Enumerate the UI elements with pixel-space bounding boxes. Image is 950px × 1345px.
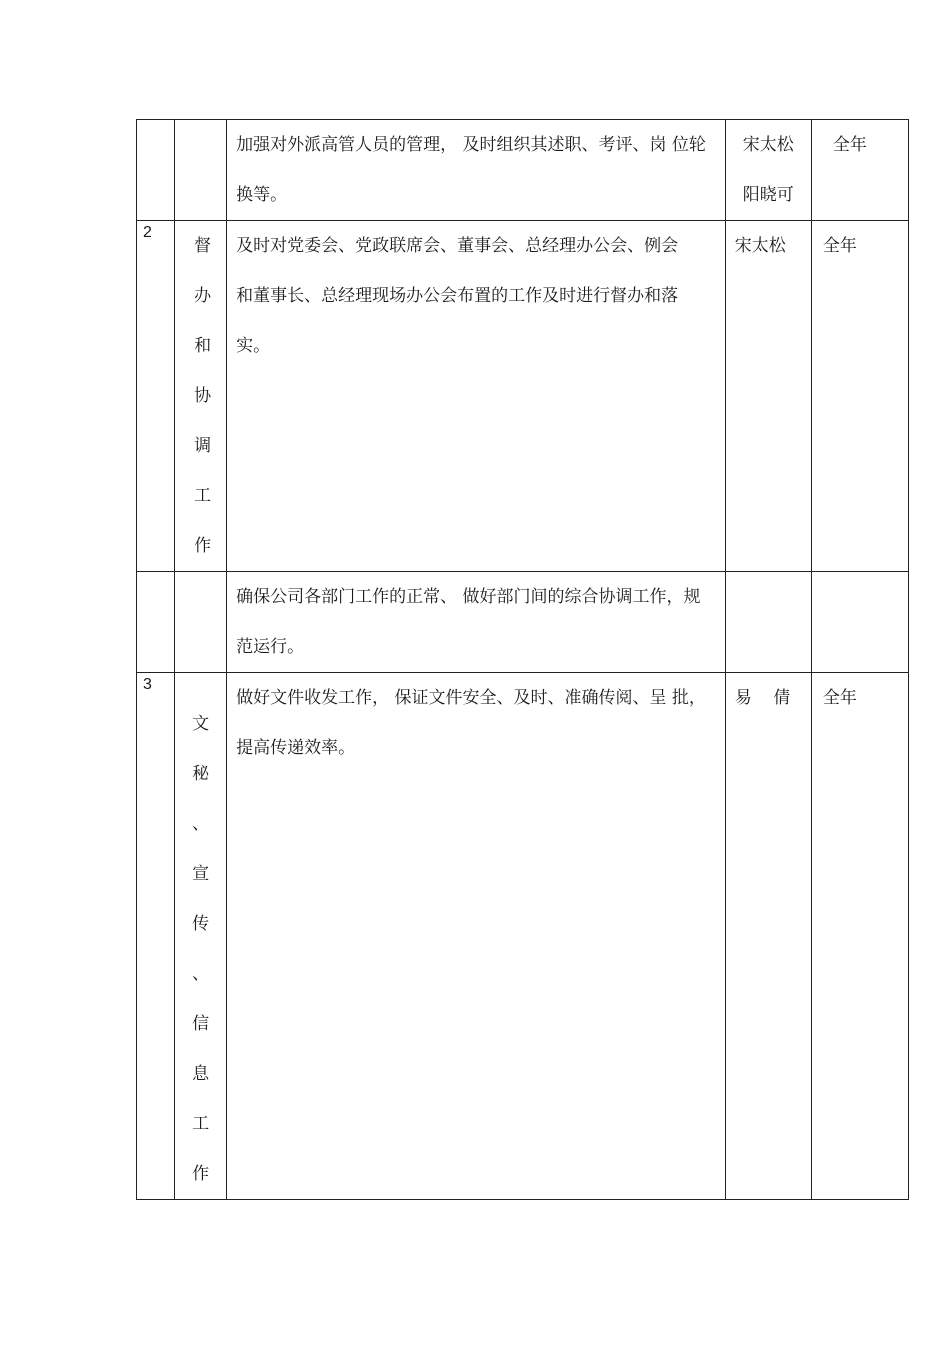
task-description: 确保公司各部门工作的正常、 做好部门间的综合协调工作，规范运行。 [236,587,701,657]
row-number-cell [137,673,175,1200]
work-plan-table [136,119,909,1200]
time-cell [811,572,908,673]
responsible-person: 宋太松 阳晓可 [742,135,794,205]
category-cell [175,673,227,1200]
category-label: 文 秘 、 宣 传 、 信 息 工 作 [192,714,210,1184]
table-row [137,221,909,572]
task-description: 加强对外派高管人员的管理， 及时组织其述职、考评、岗 位轮换等。 [236,135,706,205]
person-cell [725,120,811,221]
time-frame: 全年 [822,688,857,708]
responsible-person: 易 倩 [734,688,791,708]
description-cell [227,572,726,673]
time-cell [811,221,908,572]
table-row [137,673,909,1200]
table-row [137,120,909,221]
category-cell [175,221,227,572]
row-number: 2 [143,224,152,241]
person-cell [725,572,811,673]
table-row [137,572,909,673]
row-number-cell [137,120,175,221]
row-number [137,120,174,123]
row-number: 3 [143,676,152,693]
description-cell [227,221,726,572]
task-description: 做好文件收发工作， 保证文件安全、及时、准确传阅、呈 批，提高传递效率。 [236,688,706,758]
time-cell [811,120,908,221]
responsible-person: 宋太松 [734,236,786,256]
time-cell [811,673,908,1200]
time-frame: 全年 [832,135,867,155]
description-cell [227,120,726,221]
description-cell [227,673,726,1200]
row-number-cell [137,572,175,673]
person-cell [725,221,811,572]
category-cell [175,572,227,673]
category-label: 督 办 和 协 调 工 作 [194,236,212,556]
task-description: 及时对党委会、党政联席会、董事会、总经理办公会、例会和董事长、总经理现场办公会布置的工作及时进行督办和落实。 [236,236,679,356]
person-cell [725,673,811,1200]
time-frame: 全年 [822,236,857,256]
category-cell [175,120,227,221]
row-number-cell [137,221,175,572]
row-number [137,572,174,575]
